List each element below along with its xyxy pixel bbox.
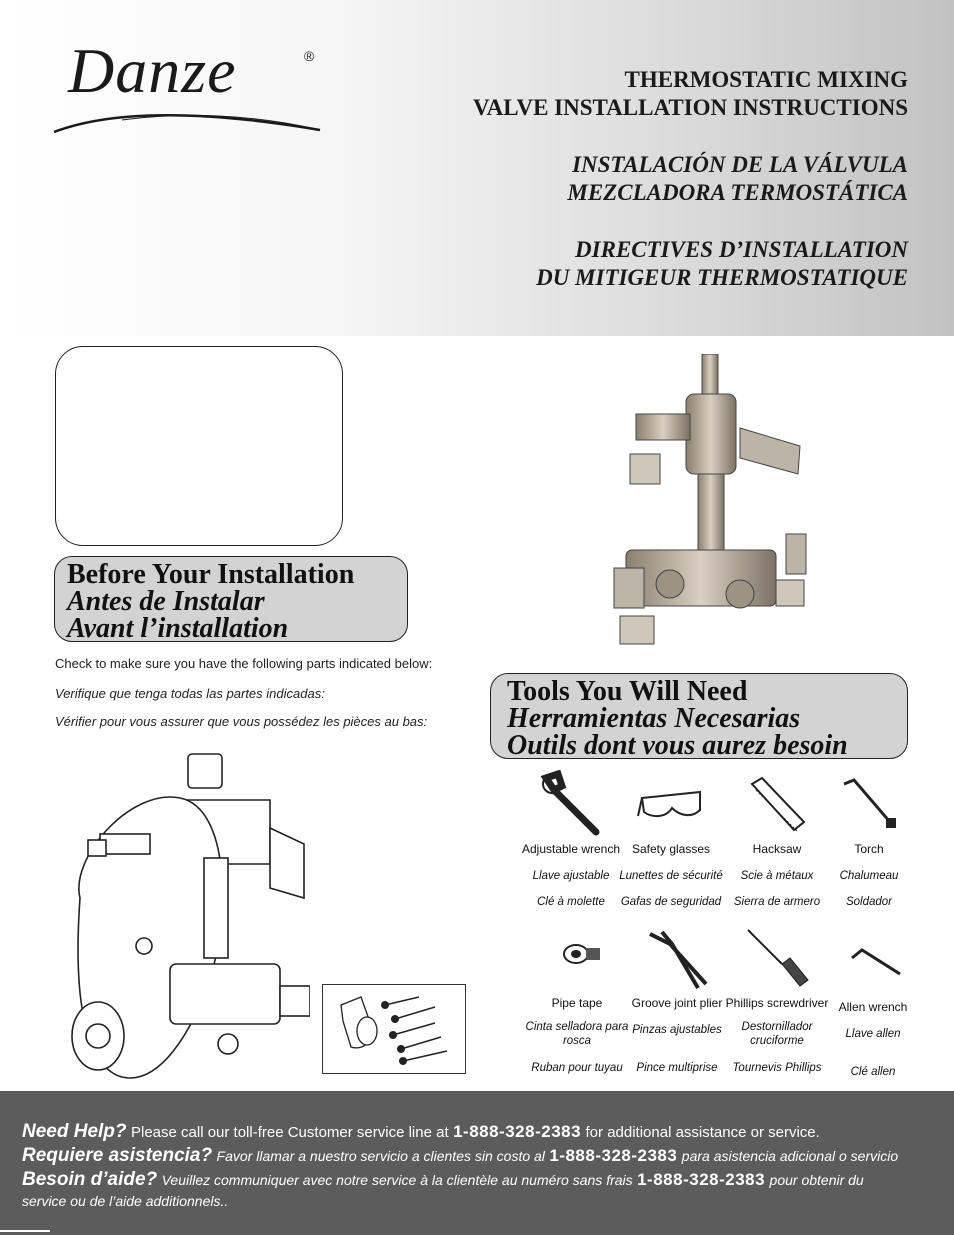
blank-label-box xyxy=(55,346,343,546)
help-footer xyxy=(0,1091,954,1235)
title-english: THERMOSTATIC MIXING VALVE INSTALLATION INSTRUCTIONS xyxy=(472,67,908,120)
logo-wordmark: Danze xyxy=(68,35,237,106)
tool-groove-joint-plier: Groove joint plier Pinzas ajustables Pince multiprise xyxy=(622,924,732,1074)
logo-swoosh-icon xyxy=(52,106,322,136)
adjustable-wrench-icon xyxy=(536,770,606,840)
tools-heading: Tools You Will Need Herramientas Necesarias Outils dont vous aurez besoin xyxy=(490,673,908,759)
tool-safety-glasses: Safety glasses Lunettes de sécurité Gafas de seguridad xyxy=(616,770,726,908)
help-french: Besoin d’aide? Veuillez communiquer avec notre service à la clientèle au numéro sans frais 1-888-328-2383 pour obtenir du xyxy=(22,1169,864,1190)
help-french-continued: service ou de l’aide additionnels.. xyxy=(22,1193,229,1209)
check-parts-spanish: Verifique que tenga todas las partes indicadas: xyxy=(55,686,325,701)
before-installation-heading: Before Your Installation Antes de Instalar Avant l’installation xyxy=(54,556,408,642)
danze-logo xyxy=(52,34,322,134)
parts-box xyxy=(322,984,466,1074)
registered-mark: ® xyxy=(304,48,315,64)
screws-and-escutcheon-icon xyxy=(323,985,465,1073)
tool-torch: Torch Chalumeau Soldador xyxy=(814,770,924,908)
tool-hacksaw: Hacksaw Scie à métaux Sierra de armero xyxy=(722,770,832,908)
hacksaw-icon xyxy=(742,770,812,840)
allen-wrench-icon xyxy=(838,928,908,998)
pipe-tape-icon xyxy=(542,924,612,994)
phone-number[interactable]: 1-888-328-2383 xyxy=(549,1146,678,1165)
tool-pipe-tape: Pipe tape Cinta selladora para rosca Ruban pour tuyau xyxy=(522,924,632,1074)
title-spanish: INSTALACIÓN DE LA VÁLVULA MEZCLADORA TERMOSTÁTICA xyxy=(567,152,908,205)
tool-allen-wrench: Allen wrench Llave allen Clé allen xyxy=(818,928,928,1078)
check-parts-french: Vérifier pour vous assurer que vous possédez les pièces au bas: xyxy=(55,714,428,729)
valve-drawing-icon xyxy=(60,748,310,1088)
groove-joint-plier-icon xyxy=(642,924,712,994)
phone-number[interactable]: 1-888-328-2383 xyxy=(637,1170,766,1189)
footer-rule xyxy=(0,1230,50,1232)
phone-number[interactable]: 1-888-328-2383 xyxy=(453,1122,582,1141)
torch-icon xyxy=(834,770,904,840)
safety-glasses-icon xyxy=(636,770,706,840)
phillips-screwdriver-icon xyxy=(742,924,812,994)
tool-adjustable-wrench: Adjustable wrench Llave ajustable Clé à molette xyxy=(516,770,626,908)
valve-photo-icon xyxy=(590,354,820,649)
check-parts-english: Check to make sure you have the following parts indicated below: xyxy=(55,656,433,671)
title-french: DIRECTIVES D’INSTALLATION DU MITIGEUR THERMOSTATIQUE xyxy=(536,237,908,290)
tool-phillips-screwdriver: Phillips screwdriver Destornillador cruciforme Tournevis Phillips xyxy=(722,924,832,1074)
help-spanish: Requiere asistencia? Favor llamar a nuestro servicio a clientes sin costo al 1-888-328-2383 para asistencia adicional o servicio xyxy=(22,1145,899,1166)
help-english: Need Help? Please call our toll-free Customer service line at 1-888-328-2383 for additional assistance or service. xyxy=(22,1121,820,1142)
